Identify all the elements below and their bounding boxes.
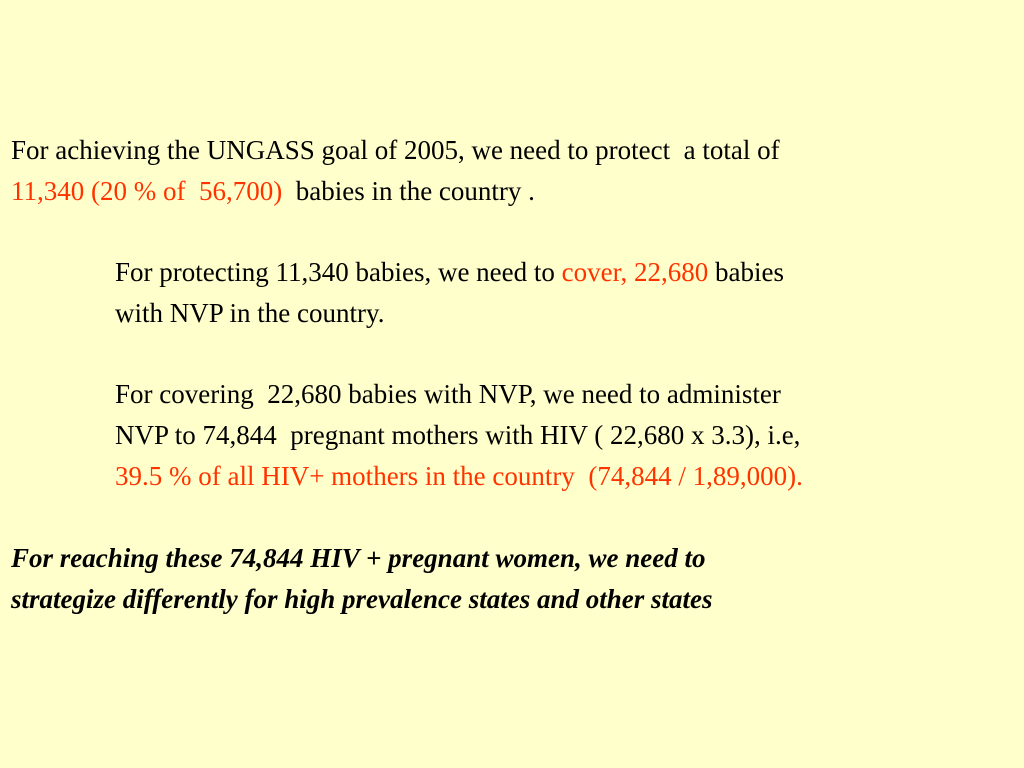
paragraph-covering-line1: For covering 22,680 babies with NVP, we need to administer: [115, 379, 781, 409]
hiv-mothers-percentage-highlight: 39.5 % of all HIV+ mothers in the country (74,844 / 1,89,000).: [115, 461, 803, 491]
paragraph-protecting-babies: [115, 252, 1015, 334]
paragraph-covering-babies: [115, 374, 1015, 497]
paragraph-ungass-goal-line1: For achieving the UNGASS goal of 2005, we need to protect a total of: [11, 135, 780, 165]
paragraph-protecting-text-after: babies: [708, 257, 785, 287]
paragraph-protecting-line2: with NVP in the country.: [115, 298, 385, 328]
paragraph-strategy-line1: For reaching these 74,844 HIV + pregnant women, we need to: [11, 543, 706, 573]
paragraph-ungass-goal: [11, 130, 1016, 212]
paragraph-strategy-line2: strategize differently for high prevalence states and other states: [11, 584, 713, 614]
cover-count-highlight: cover, 22,680: [561, 257, 709, 287]
babies-to-protect-highlight: 11,340 (20 % of 56,700): [11, 176, 283, 206]
paragraph-strategy-conclusion: [11, 538, 1016, 620]
paragraph-ungass-goal-line2: babies in the country .: [282, 176, 535, 206]
paragraph-protecting-text-before: For protecting 11,340 babies, we need to: [115, 257, 562, 287]
paragraph-covering-line2: NVP to 74,844 pregnant mothers with HIV ( 22,680 x 3.3), i.e,: [115, 420, 801, 450]
